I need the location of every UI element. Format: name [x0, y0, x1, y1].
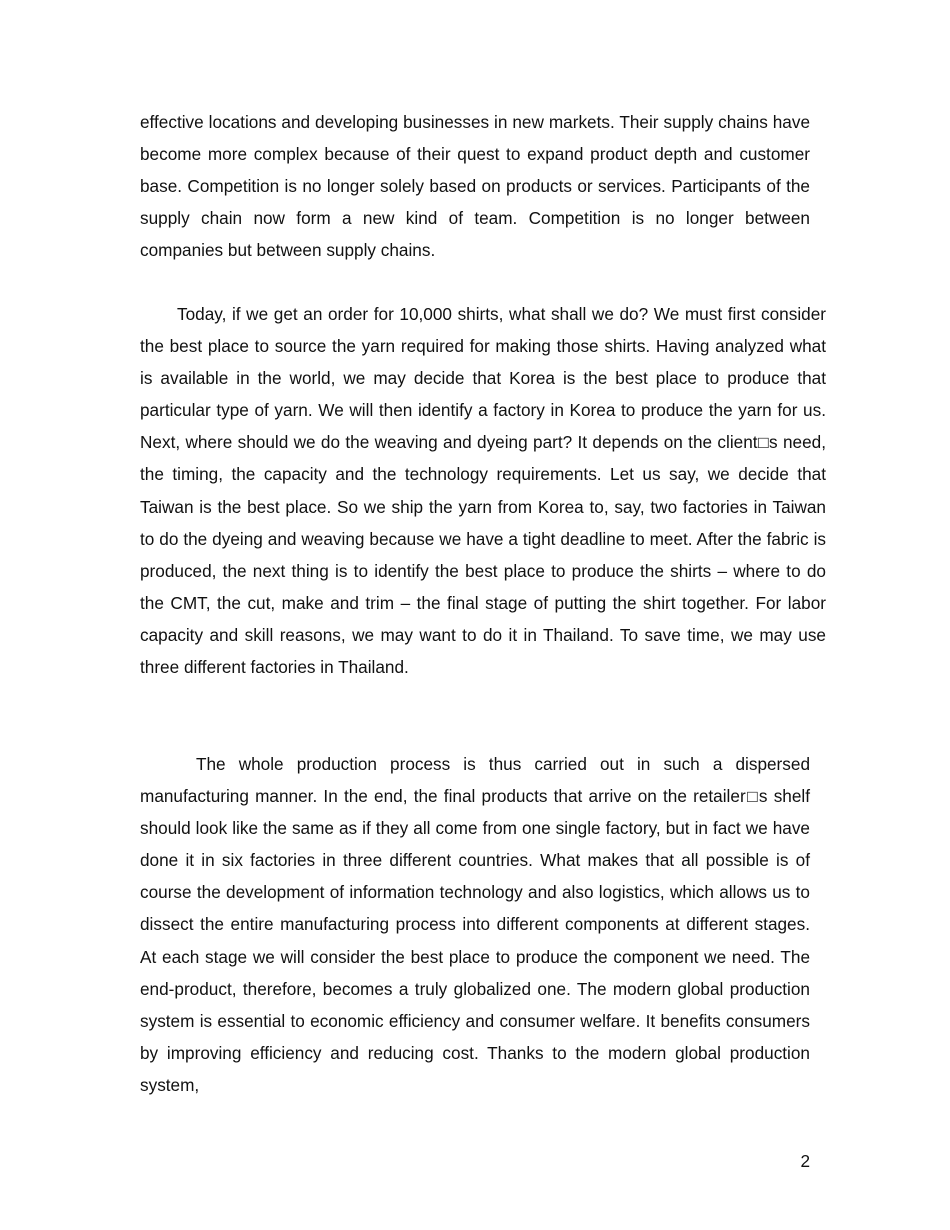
paragraph-shirt-order-example: Today, if we get an order for 10,000 shirts, what shall we do? We must first consider the best place to source the yarn required for making those shirts. Having analyzed what is available in the world, we may decide that Korea is the best place to produce that particular type of yarn. We will then identify a factory in Korea to produce the yarn for us. Next, where should we do the weaving and dyeing part? It depends on the client□s need, the timing, the capacity and the technology requirements. Let us say, we decide that Taiwan is the best place. So we ship the yarn from Korea to, say, two factories in Taiwan to do the dyeing and weaving because we have a tight deadline to meet. After the fabric is produced, the next thing is to identify the best place to produce the shirts – where to do the CMT, the cut, make and trim – the final stage of putting the shirt together. For labor capacity and skill reasons, we may want to do it in Thailand. To save time, we may use three different factories in Thailand. — [140, 304, 826, 678]
page-number: 2 — [800, 1151, 810, 1171]
paragraph-global-production-system: The whole production process is thus carried out in such a dispersed manufacturing manner. In the end, the final products that arrive on the retailer□s shelf should look like the same as if they all come from one single factory, but in fact we have done it in six factories in three different countries. What makes that all possible is of course the development of information technology and also logistics, which allows us to dissect the entire manufacturing process into different components at different stages. At each stage we will consider the best place to produce the component we need. The end-product, therefore, becomes a truly globalized one. The modern global production system is essential to economic efficiency and consumer welfare. It benefits consumers by improving efficiency and reducing cost. Thanks to the modern global production system, — [140, 754, 810, 1095]
paragraph-supply-chain-competition: effective locations and developing businesses in new markets. Their supply chains have become more complex because of their quest to expand product depth and customer base. Competition is no longer solely based on products or services. Participants of the supply chain now form a new kind of team. Competition is no longer between companies but between supply chains. — [140, 112, 810, 261]
